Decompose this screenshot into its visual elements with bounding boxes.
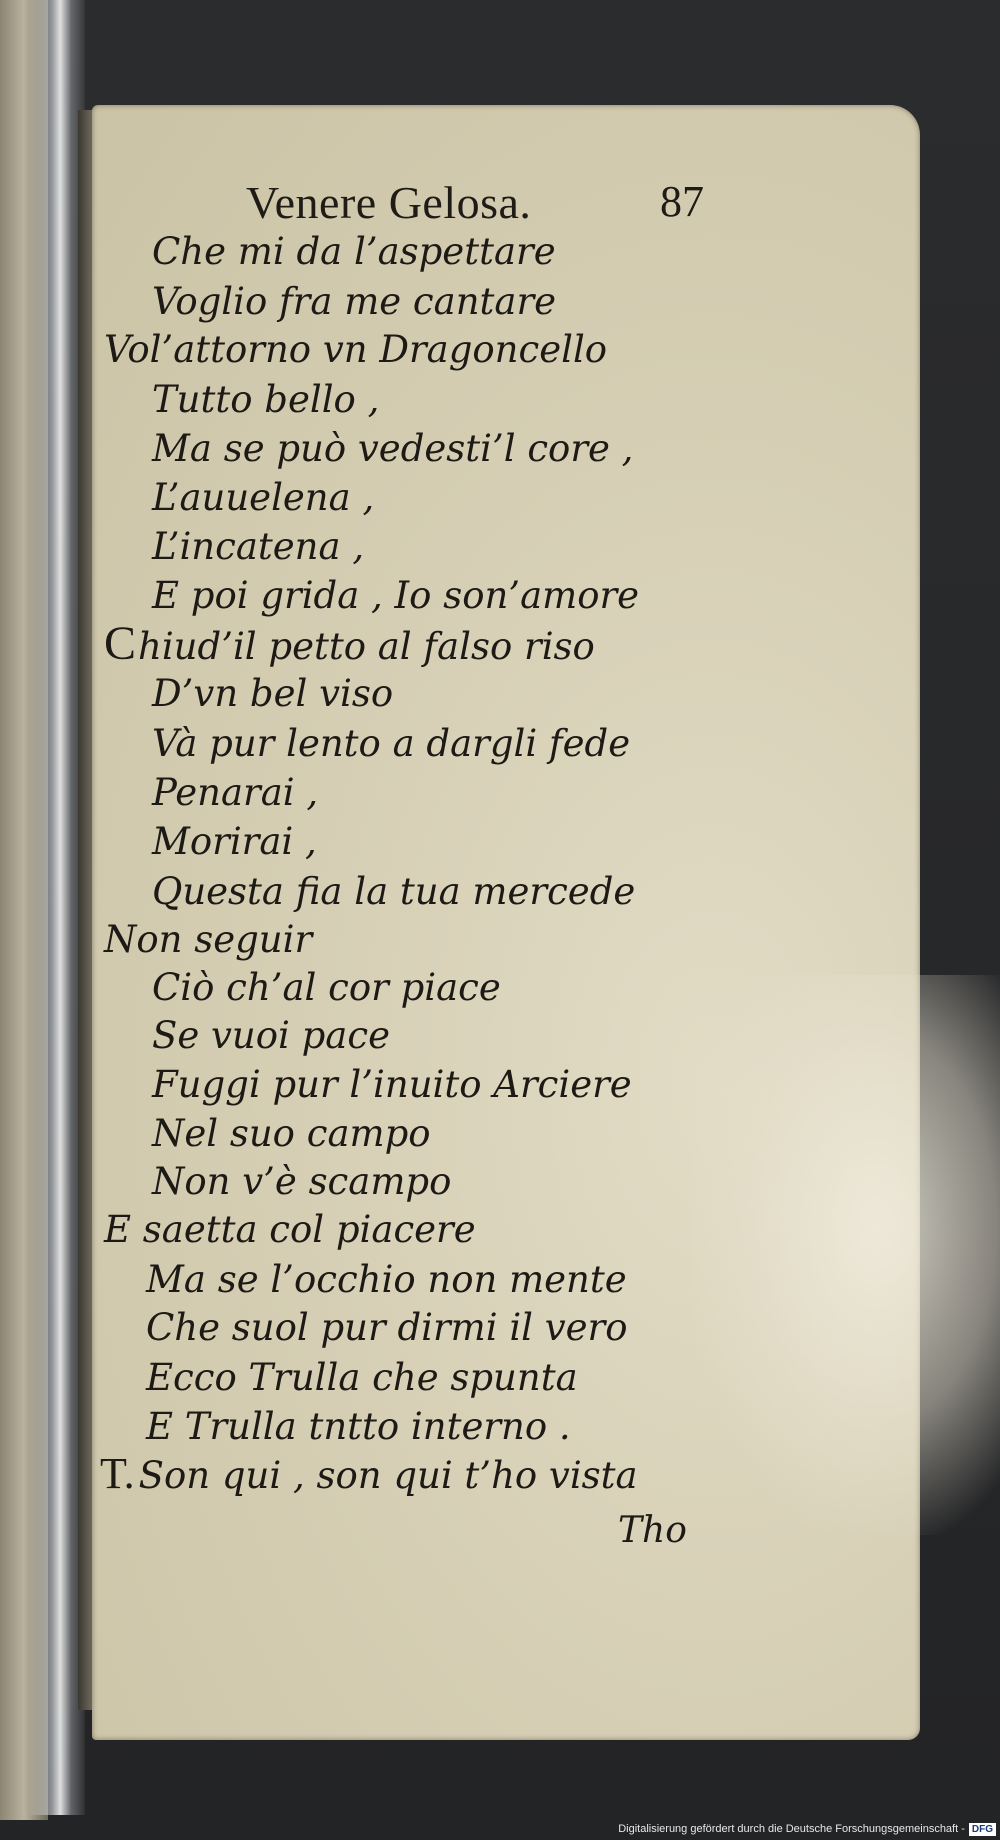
verse-line: Ma se può vedesti’l core , bbox=[152, 427, 634, 470]
verse-line: Che suol pur dirmi il vero bbox=[146, 1306, 628, 1349]
verse-line: E saetta col piacere bbox=[104, 1208, 476, 1251]
verse-line: Se vuoi pace bbox=[152, 1014, 390, 1057]
verse-line bbox=[100, 1449, 638, 1498]
verse-line: D’vn bel viso bbox=[152, 672, 394, 715]
verse-line: Tutto bello , bbox=[152, 378, 380, 421]
verse-line: Vol’attorno vn Dragoncello bbox=[104, 328, 608, 371]
verse-line: Morirai , bbox=[152, 820, 317, 863]
verse-line: Ma se l’occhio non mente bbox=[146, 1258, 627, 1301]
credit-text: Digitalisierung gefördert durch die Deutsche Forschungsgemeinschaft - bbox=[618, 1823, 965, 1835]
verse-line: E Trulla tntto interno . bbox=[146, 1405, 571, 1448]
page-number: 87 bbox=[660, 177, 704, 226]
verse-line: Voglio fra me cantare bbox=[152, 280, 557, 323]
verse-line: Penarai , bbox=[152, 771, 319, 814]
dfg-logo: DFG bbox=[969, 1823, 996, 1836]
drop-cap: C bbox=[104, 617, 137, 670]
verse-line: L’incatena , bbox=[152, 525, 365, 568]
running-title: Venere Gelosa. bbox=[246, 177, 532, 228]
verse-line-text: hiud’il petto al falso riso bbox=[138, 625, 595, 668]
verse-line: Nel suo campo bbox=[152, 1112, 431, 1155]
verse-line: L’auuelena , bbox=[152, 476, 375, 519]
digitization-credit bbox=[618, 1823, 996, 1836]
verse-line: Non v’è scampo bbox=[152, 1160, 452, 1203]
verse-line bbox=[104, 617, 595, 670]
verse-line: Che mi da l’aspettare bbox=[152, 230, 556, 273]
verse-line: Và pur lento a dargli fede bbox=[152, 722, 631, 765]
verse-line: Fuggi pur l’inuito Arciere bbox=[152, 1063, 632, 1106]
verse-line: E poi grida , Io son’amore bbox=[152, 574, 640, 617]
verse-line: Ecco Trulla che spunta bbox=[146, 1356, 578, 1399]
verse-line: Non seguir bbox=[104, 918, 313, 961]
catchword: Tho bbox=[618, 1510, 687, 1551]
verse-line: Questa fia la tua mercede bbox=[152, 870, 636, 913]
speaker-label: T. bbox=[100, 1449, 135, 1498]
verse-line: Ciò ch’al cor piace bbox=[152, 966, 501, 1009]
verse-line-text: Son qui , son qui t’ho vista bbox=[138, 1454, 638, 1497]
